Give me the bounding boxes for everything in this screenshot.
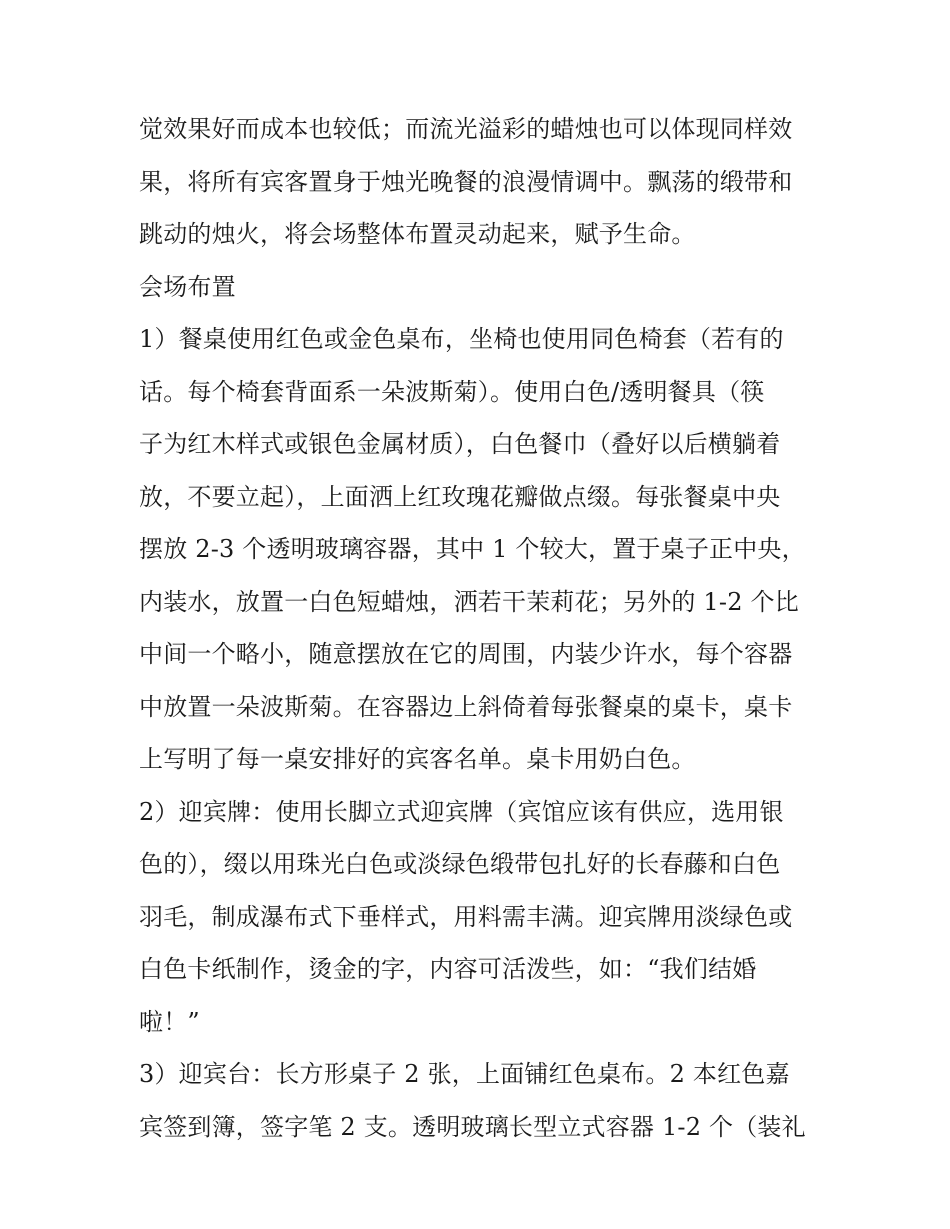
section-heading: 会场布置 [139, 272, 236, 301]
text-line: 2）迎宾牌：使用长脚立式迎宾牌（宾馆应该有供应，选用银 [139, 797, 784, 826]
text-line: 放，不要立起），上面洒上红玫瑰花瓣做点缀。每张餐桌中央 [139, 482, 781, 511]
text-line: 跳动的烛火，将会场整体布置灵动起来，赋予生命。 [139, 220, 696, 248]
text-line: 啦！” [139, 1007, 200, 1036]
text-line: 白色卡纸制作，烫金的字，内容可活泼些，如：“我们结婚 [139, 955, 757, 983]
text-line: 中放置一朵波斯菊。在容器边上斜倚着每张餐桌的桌卡，桌卡 [139, 692, 793, 721]
document-body [139, 103, 811, 1153]
text-line: 子为红木样式或银色金属材质），白色餐巾（叠好以后横躺着 [139, 430, 781, 458]
text-line: 摆放 2-3 个透明玻璃容器，其中 1 个较大，置于桌子正中央， [139, 535, 806, 563]
text-line: 话。每个椅套背面系一朵波斯菊）。使用白色/透明餐具（筷 [139, 377, 765, 406]
text-line: 中间一个略小，随意摆放在它的周围，内装少许水，每个容器 [139, 640, 793, 668]
text-line: 1）餐桌使用红色或金色桌布，坐椅也使用同色椅套（若有的 [139, 325, 784, 353]
text-line: 3）迎宾台：长方形桌子 2 张，上面铺红色桌布。2 本红色嘉 [139, 1060, 790, 1088]
text-line: 色的），缀以用珠光白色或淡绿色缎带包扎好的长春藤和白色 [139, 850, 781, 878]
text-line: 宾签到簿，签字笔 2 支。透明玻璃长型立式容器 1-2 个（装礼 [139, 1112, 806, 1141]
text-line: 内装水，放置一白色短蜡烛，洒若干茉莉花；另外的 1-2 个比 [139, 587, 799, 616]
text-line: 觉效果好而成本也较低；而流光溢彩的蜡烛也可以体现同样效 [139, 115, 793, 143]
text-line: 果，将所有宾客置身于烛光晚餐的浪漫情调中。飘荡的缎带和 [139, 167, 793, 196]
text-line: 羽毛，制成瀑布式下垂样式，用料需丰满。迎宾牌用淡绿色或 [139, 902, 793, 931]
text-line: 上写明了每一桌安排好的宾客名单。桌卡用奶白色。 [139, 745, 696, 773]
